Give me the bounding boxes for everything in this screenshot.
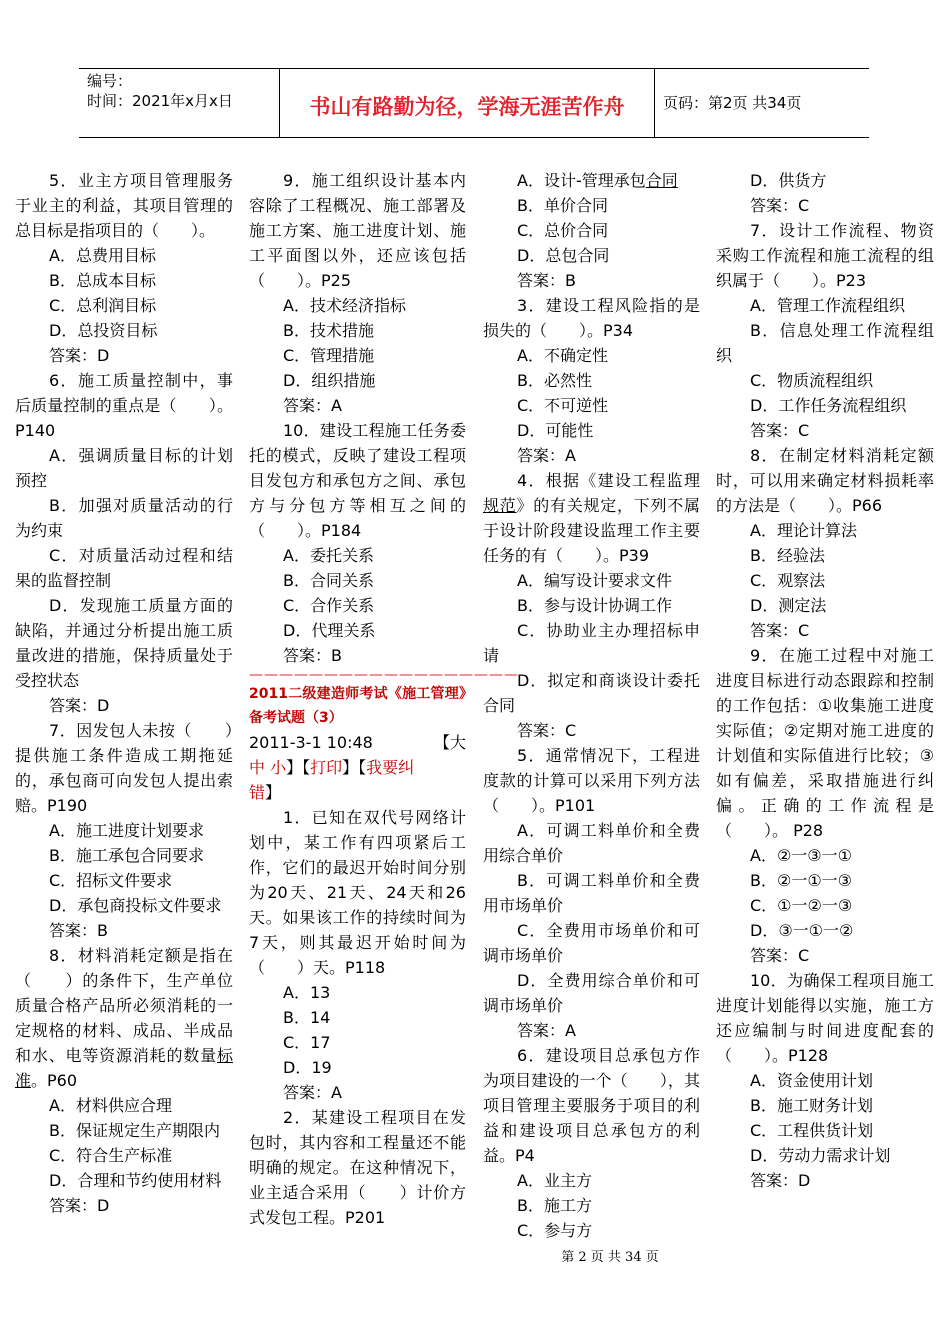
option: D．全费用综合单价和可调市场单价 (483, 971, 700, 1015)
article-tools-tail (249, 780, 466, 805)
question-2: 2．某建设工程项目在发包时，其内容和工程量还不能明确的规定。在这种情况下，业主适合采用（ ）计价方式发包工程。P201 (249, 1108, 466, 1227)
column-1 (15, 168, 233, 1218)
answer: 答案：C (517, 721, 577, 740)
answer: 答案：D (49, 1196, 110, 1215)
option: B．技术措施 (283, 321, 374, 340)
option: D．③一①一② (750, 921, 854, 940)
option: A．可调工料单价和全费用综合单价 (483, 821, 700, 865)
answer: 答案：D (49, 696, 110, 715)
option: C．总价合同 (517, 221, 609, 240)
dashed-divider: —————————————————— (249, 667, 519, 683)
question-9: 9．施工组织设计基本内容除了工程概况、施工部署及施工方案、施工进度计划、施工平面图以外，还应该包括（ ）。P25 (249, 171, 466, 290)
number-label: 编号： (87, 72, 133, 90)
option: D．组织措施 (283, 371, 376, 390)
option: D．供货方 (750, 171, 827, 190)
option: B．可调工料单价和全费用市场单价 (483, 871, 700, 915)
question-text: 4．根据《建设工程监理 (517, 471, 700, 490)
option: A．技术经济指标 (283, 296, 406, 315)
answer: 答案：D (49, 346, 110, 365)
option: B．14 (283, 1008, 331, 1027)
option: B．施工财务计划 (750, 1096, 873, 1115)
question-6: 6．建设项目总承包方作为项目建设的一个（ ），其项目管理主要服务于项目的利益和建设项目总承包方的利益。P4 (483, 1046, 700, 1165)
answer: 答案：B (49, 921, 108, 940)
underlined-word: 规范 (483, 496, 517, 515)
answer: 答案：C (750, 421, 810, 440)
bracket: 】【 (286, 758, 311, 777)
option: A．施工进度计划要求 (49, 821, 204, 840)
option: C．对质量活动过程和结果的监督控制 (15, 546, 233, 590)
option: B．单价合同 (517, 196, 608, 215)
question-5: 5．业主方项目管理服务于业主的利益，其项目管理的总目标是指项目的（ ）。 (15, 171, 233, 240)
option: C．不可逆性 (517, 396, 609, 415)
option: D．代理关系 (283, 621, 376, 640)
option: D．合理和节约使用材料 (49, 1171, 222, 1190)
print-link[interactable]: 打印 (310, 758, 343, 777)
option: D．劳动力需求计划 (750, 1146, 891, 1165)
answer: 答案：A (283, 396, 342, 415)
option: B．总成本目标 (49, 271, 156, 290)
option: B．信息处理工作流程组织 (716, 321, 934, 365)
header-motto-cell (280, 69, 655, 137)
option (483, 168, 700, 193)
option: C．工程供货计划 (750, 1121, 874, 1140)
bracket: 】 (265, 783, 282, 802)
option: C．管理措施 (283, 346, 375, 365)
option: B．保证规定生产期限内 (49, 1121, 220, 1140)
option: D．可能性 (517, 421, 594, 440)
question-9: 9．在施工过程中对施工进度目标进行动态跟踪和控制的工作包括：①收集施工进度实际值；②定期对施工进度的计划值和实际值进行比较；③如有偏差，采取措施进行纠偏。正确的工作流程是（ ）。 P28 (716, 646, 934, 840)
article-meta (249, 730, 466, 755)
option: D．19 (283, 1058, 332, 1077)
option: B．必然性 (517, 371, 592, 390)
question-4 (483, 468, 700, 568)
question-6: 6．施工质量控制中，事后质量控制的重点是（ ）。P140 (15, 371, 233, 440)
option: D．承包商投标文件要求 (49, 896, 222, 915)
question-3: 3．建设工程风险指的是损失的（ ）。P34 (483, 296, 700, 340)
answer: 答案：B (283, 646, 342, 665)
option: C．观察法 (750, 571, 826, 590)
answer: 答案：A (517, 1021, 576, 1040)
question-5: 5．通常情况下，工程进度款的计算可以采用下列方法（ ）。P101 (483, 746, 700, 815)
option: B．施工承包合同要求 (49, 846, 204, 865)
option: D．总包合同 (517, 246, 610, 265)
option: A．理论计算法 (750, 521, 857, 540)
article-datetime: 2011-3-1 10:48 (249, 733, 373, 752)
report-error-part1: 我要纠 (366, 758, 415, 777)
option: A．资金使用计划 (750, 1071, 873, 1090)
answer: 答案：B (517, 271, 576, 290)
question-text: 8．材料消耗定额是指在（ ）的条件下，生产单位质量合格产品所必须消耗的一定规格的材料、成品、半成品和水、电等资源消耗的数量 (15, 946, 233, 1065)
option: C．招标文件要求 (49, 871, 173, 890)
page-header (79, 68, 869, 138)
font-size-medium-link[interactable]: 中 (249, 758, 266, 777)
header-page-cell (655, 69, 869, 137)
bracket: 】【 (342, 758, 367, 777)
question-8: 8．在制定材料消耗定额时，可以用来确定材料损耗率的方法是（ ）。P66 (716, 446, 934, 515)
question-10: 10．建设工程施工任务委托的模式，反映了建设工程项目发包方和承包方之间、承包方与分包方等相互之间的（ ）。P184 (249, 421, 466, 540)
option: D．总投资目标 (49, 321, 158, 340)
option: A．13 (283, 983, 331, 1002)
option: B．②一①一③ (750, 871, 853, 890)
option: C．总利润目标 (49, 296, 157, 315)
time-label: 时间：2021年x月x日 (87, 92, 233, 110)
option: B．经验法 (750, 546, 825, 565)
question-8 (15, 943, 233, 1093)
option: C．参与方 (517, 1221, 593, 1240)
report-error-link[interactable] (366, 758, 414, 777)
header-meta-cell (79, 69, 280, 137)
option: D．拟定和商谈设计委托合同 (483, 671, 700, 715)
bracket: 【大 (433, 733, 466, 752)
page-footer (0, 1246, 950, 1265)
option: A．强调质量目标的计划预控 (15, 446, 233, 490)
option: B．加强对质量活动的行为约束 (15, 496, 233, 540)
question-text-tail: 》的有关规定，下列不属于设计阶段建设监理工作主要任务的有（ ）。P39 (483, 496, 700, 565)
option: C．协助业主办理招标申请 (483, 621, 700, 665)
option: C．全费用市场单价和可调市场单价 (483, 921, 700, 965)
answer: 答案：C (750, 196, 810, 215)
option-text: A．设计-管理承包 (517, 171, 646, 190)
report-error-part2: 错 (249, 783, 266, 802)
answer: 答案：C (750, 946, 810, 965)
column-3 (483, 168, 700, 1243)
option: D．测定法 (750, 596, 827, 615)
option: A．业主方 (517, 1171, 592, 1190)
question-1: 1．已知在双代号网络计划中，某工作有四项紧后工作，它们的最迟开始时间分别为20天、21天、24天和26天。如果该工作的持续时间为7天，则其最迟开始时间为（ ）天。P118 (249, 808, 466, 977)
option: A．管理工作流程组织 (750, 296, 905, 315)
question-7: 7．设计工作流程、物资采购工作流程和施工流程的组织属于（ ）。P23 (716, 221, 934, 290)
option: D．工作任务流程组织 (750, 396, 907, 415)
question-10: 10．为确保工程项目施工进度计划能得以实施，施工方还应编制与时间进度配套的（ ）。P128 (716, 971, 934, 1065)
option: A．材料供应合理 (49, 1096, 172, 1115)
option: A．编写设计要求文件 (517, 571, 672, 590)
option: B．施工方 (517, 1196, 592, 1215)
font-size-small-link[interactable]: 小 (270, 758, 287, 777)
option: C．物质流程组织 (750, 371, 874, 390)
article-title: 2011二级建造师考试《施工管理》备考试题（3） (249, 686, 466, 726)
answer: 答案：A (517, 446, 576, 465)
option: B．合同关系 (283, 571, 374, 590)
option: C．17 (283, 1033, 331, 1052)
option: D．发现施工质量方面的缺陷，并通过分析提出施工质量改进的措施，保持质量处于受控状态 (15, 596, 233, 690)
question-7: 7．因发包人未按（ ）提供施工条件造成工期拖延的，承包商可向发包人提出索赔。P190 (15, 721, 233, 815)
option: C．①一②一③ (750, 896, 853, 915)
option: A．总费用目标 (49, 246, 156, 265)
motto: 书山有路勤为径，学海无涯苦作舟 (309, 94, 625, 119)
option: C．合作关系 (283, 596, 375, 615)
option: A．不确定性 (517, 346, 608, 365)
page-number: 第 2 页 共 34 页 (561, 1250, 659, 1265)
option: C．符合生产标准 (49, 1146, 173, 1165)
underlined-word: 标准 (15, 1046, 233, 1090)
option: B．参与设计协调工作 (517, 596, 672, 615)
answer: 答案：D (750, 1171, 811, 1190)
answer: 答案：C (750, 621, 810, 640)
option: A．委托关系 (283, 546, 374, 565)
option: A．②一③一① (750, 846, 852, 865)
column-4 (716, 168, 934, 1193)
underlined-word: 合同 (645, 171, 678, 190)
answer: 答案：A (283, 1083, 342, 1102)
page-label: 页码：第2页 共34页 (663, 94, 802, 112)
article-tools (249, 755, 466, 780)
question-ref: 。P60 (31, 1071, 78, 1090)
